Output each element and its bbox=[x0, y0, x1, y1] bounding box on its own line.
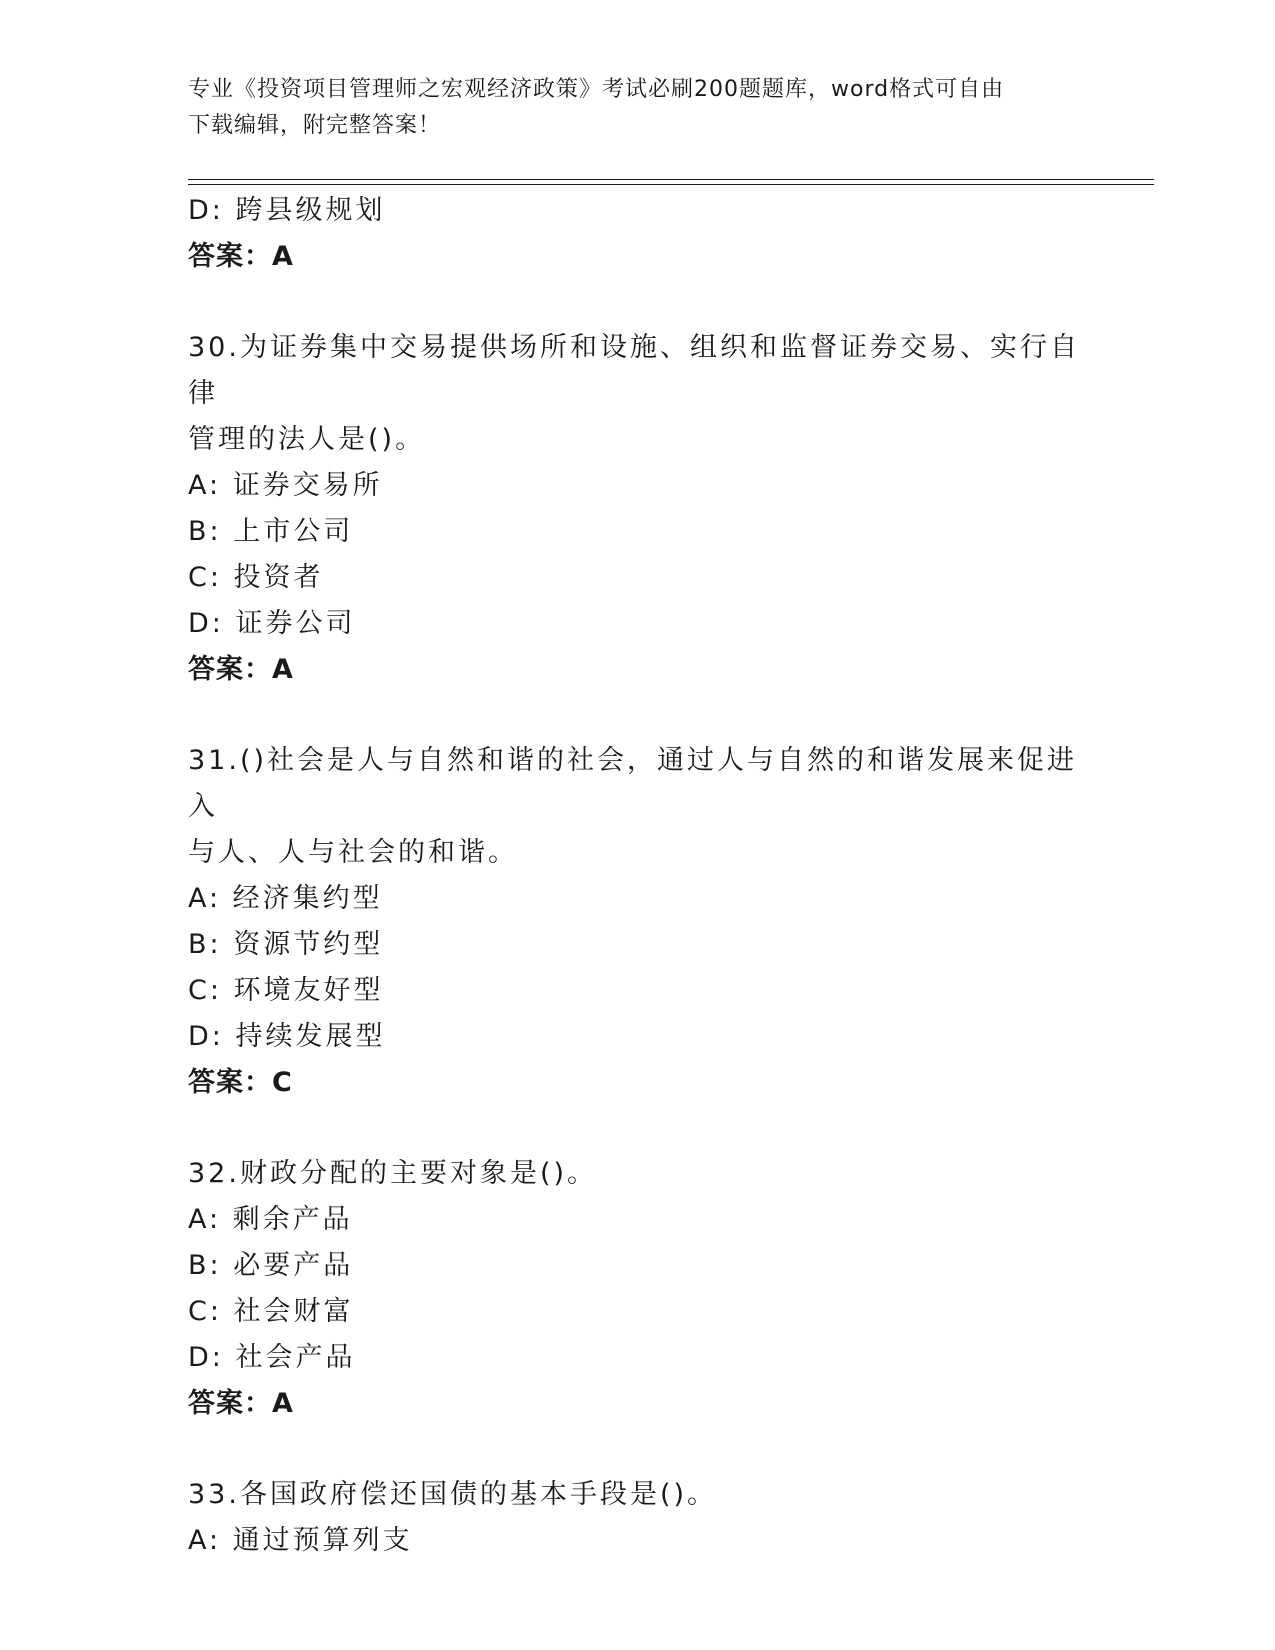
option-d: D: 社会产品 bbox=[188, 1342, 356, 1373]
previous-question-tail bbox=[188, 188, 1088, 280]
question-stem-line-2: 与人、人与社会的和谐。 bbox=[188, 837, 518, 868]
option-c: C: 环境友好型 bbox=[188, 975, 384, 1006]
option-c: C: 投资者 bbox=[188, 562, 324, 593]
option-b: B: 上市公司 bbox=[188, 516, 354, 547]
option-b: B: 资源节约型 bbox=[188, 929, 384, 960]
option-a: A: 剩余产品 bbox=[188, 1204, 353, 1235]
option-a: A: 通过预算列支 bbox=[188, 1525, 413, 1556]
option-d: D: 证券公司 bbox=[188, 608, 356, 639]
option-d: D: 跨县级规划 bbox=[188, 195, 386, 226]
option-d: D: 持续发展型 bbox=[188, 1021, 386, 1052]
question-33 bbox=[188, 1472, 1088, 1564]
header-rule-bottom bbox=[188, 184, 1154, 185]
header-line-2: 下载编辑，附完整答案！ bbox=[188, 113, 442, 138]
question-30 bbox=[188, 325, 1088, 693]
document-header bbox=[188, 72, 1088, 144]
header-line-1: 专业《投资项目管理师之宏观经济政策》考试必刷200题题库，word格式可自由 bbox=[188, 77, 1005, 102]
option-b: B: 必要产品 bbox=[188, 1250, 354, 1281]
question-31 bbox=[188, 738, 1088, 1106]
option-c: C: 社会财富 bbox=[188, 1296, 354, 1327]
question-stem-line-1: 31.()社会是人与自然和谐的社会，通过人与自然的和谐发展来促进入 bbox=[188, 745, 1078, 822]
answer-line: 答案：A bbox=[188, 1388, 294, 1419]
question-32 bbox=[188, 1151, 1088, 1427]
header-rule-top bbox=[188, 179, 1154, 180]
option-a: A: 经济集约型 bbox=[188, 883, 383, 914]
question-stem-line-1: 33.各国政府偿还国债的基本手段是()。 bbox=[188, 1479, 718, 1510]
question-stem-line-1: 30.为证券集中交易提供场所和设施、组织和监督证券交易、实行自律 bbox=[188, 332, 1080, 409]
question-list bbox=[188, 188, 1088, 1564]
question-stem-line-2: 管理的法人是()。 bbox=[188, 424, 426, 455]
answer-line: 答案：A bbox=[188, 241, 294, 272]
option-a: A: 证券交易所 bbox=[188, 470, 383, 501]
answer-line: 答案：C bbox=[188, 1067, 293, 1098]
answer-line: 答案：A bbox=[188, 654, 294, 685]
question-stem-line-1: 32.财政分配的主要对象是()。 bbox=[188, 1158, 598, 1189]
